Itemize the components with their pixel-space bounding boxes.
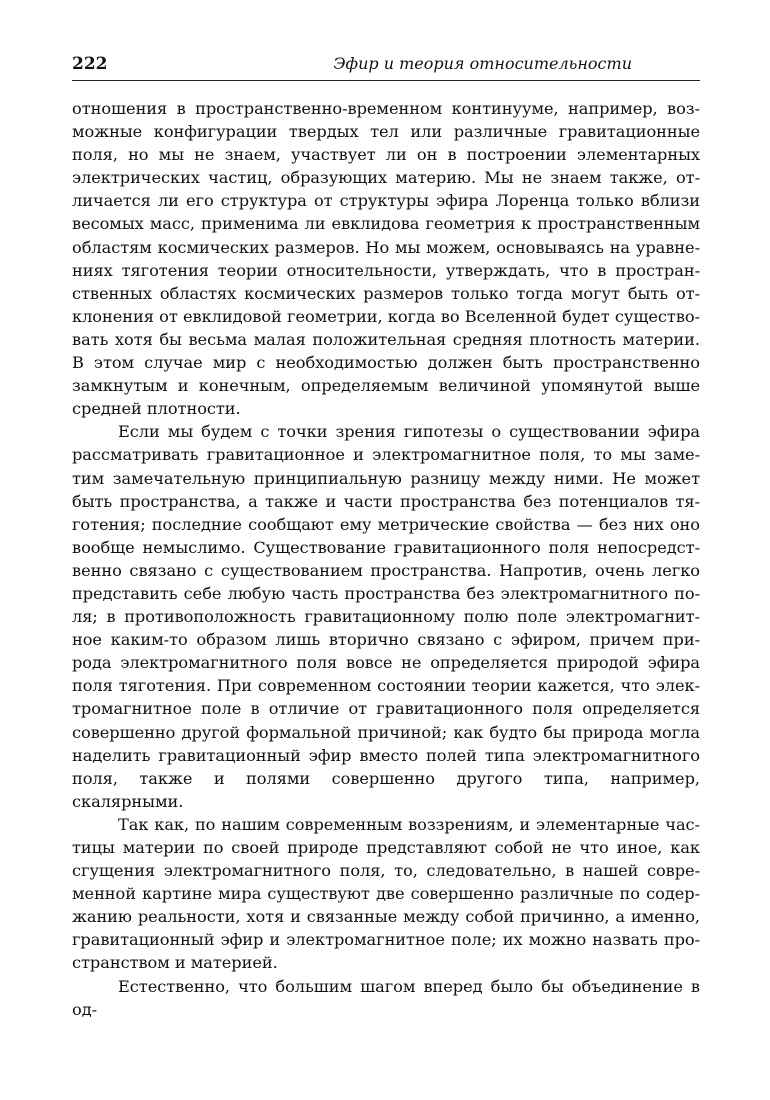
- text-line: областям космических размеров. Но мы можем, основываясь на уравне-: [72, 237, 700, 257]
- text-line: тицы материи по своей природе представляют собой не что иное, как: [72, 838, 700, 857]
- text-line: тромагнитное поле в отличие от гравитационного поля определяется: [72, 699, 700, 719]
- text-line: ственных областях космических размеров только тогда могут быть от-: [72, 283, 700, 303]
- text-line: менной картине мира существуют две совершенно различные по содер-: [72, 884, 700, 904]
- text-line: поля, также и полями совершенно другого типа, например, скалярными.: [72, 768, 700, 811]
- text-line: гравитационный эфир и электромагнитное поле; их можно назвать про-: [72, 930, 700, 950]
- text-line: замкнутым и конечным, определяемым величиной упомянутой выше: [72, 376, 700, 396]
- text-line: венно связано с существованием пространства. Напротив, очень легко: [72, 560, 700, 580]
- page-number: 222: [72, 54, 108, 74]
- body-text: [72, 97, 700, 1021]
- text-line: ниях тяготения теории относительности, утверждать, что в простран-: [72, 260, 700, 280]
- text-line: рассматривать гравитационное и электромагнитное поля, то мы заме-: [72, 445, 700, 465]
- text-line: рода электромагнитного поля вовсе не определяется природой эфира: [72, 653, 700, 673]
- page-header: [72, 50, 700, 81]
- text-line: вообще немыслимо. Существование гравитационного поля непосредст-: [72, 537, 700, 557]
- text-line: Если мы будем с точки зрения гипотезы о существовании эфира: [118, 422, 700, 442]
- text-line: сгущения электромагнитного поля, то, следовательно, в нашей совре-: [72, 861, 700, 881]
- text-line: Естественно, что большим шагом вперед было бы объединение в од-: [72, 976, 700, 1019]
- text-line: странством и материей.: [72, 953, 278, 973]
- text-line: электрических частиц, образующих материю. Мы не знаем также, от-: [72, 168, 700, 188]
- text-line: представить себе любую часть пространства без электромагнитного по-: [72, 583, 700, 603]
- text-line: средней плотности.: [72, 399, 241, 419]
- text-line: вать хотя бы весьма малая положительная средняя плотность материи.: [72, 329, 700, 349]
- text-line: поля, но мы не знаем, участвует ли он в построении элементарных: [72, 145, 700, 165]
- text-line: жанию реальности, хотя и связанные между собой причинно, а именно,: [72, 907, 700, 927]
- text-line: наделить гравитационный эфир вместо полей типа электромагнитного: [72, 745, 700, 765]
- text-line: ное каким-то образом лишь вторично связано с эфиром, причем при-: [72, 630, 700, 650]
- text-line: можные конфигурации твердых тел или различные гравитационные: [72, 122, 700, 142]
- running-title: Эфир и теория относительности: [333, 54, 632, 73]
- text-line: В этом случае мир с необходимостью должен быть пространственно: [72, 353, 700, 373]
- text-line: весомых масс, применима ли евклидова геометрия к пространственным: [72, 214, 700, 234]
- text-line: тим замечательную принципиальную разницу между ними. Не может: [72, 468, 700, 488]
- text-line: совершенно другой формальной причиной; как будто бы природа могла: [72, 722, 700, 742]
- text-line: быть пространства, а также и части пространства без потенциалов тя-: [72, 491, 700, 511]
- text-line: личается ли его структура от структуры эфира Лоренца только вблизи: [72, 191, 700, 211]
- text-line: ля; в противоположность гравитационному полю поле электромагнит-: [72, 607, 700, 627]
- text-line: клонения от евклидовой геометрии, когда во Вселенной будет существо-: [72, 306, 700, 326]
- text-line: поля тяготения. При современном состоянии теории кажется, что элек-: [72, 676, 700, 696]
- text-line: Так как, по нашим современным воззрениям, и элементарные час-: [118, 814, 700, 834]
- text-line: готения; последние сообщают ему метрические свойства — без них оно: [72, 514, 700, 534]
- text-line: отношения в пространственно-временном континууме, например, воз-: [72, 99, 700, 118]
